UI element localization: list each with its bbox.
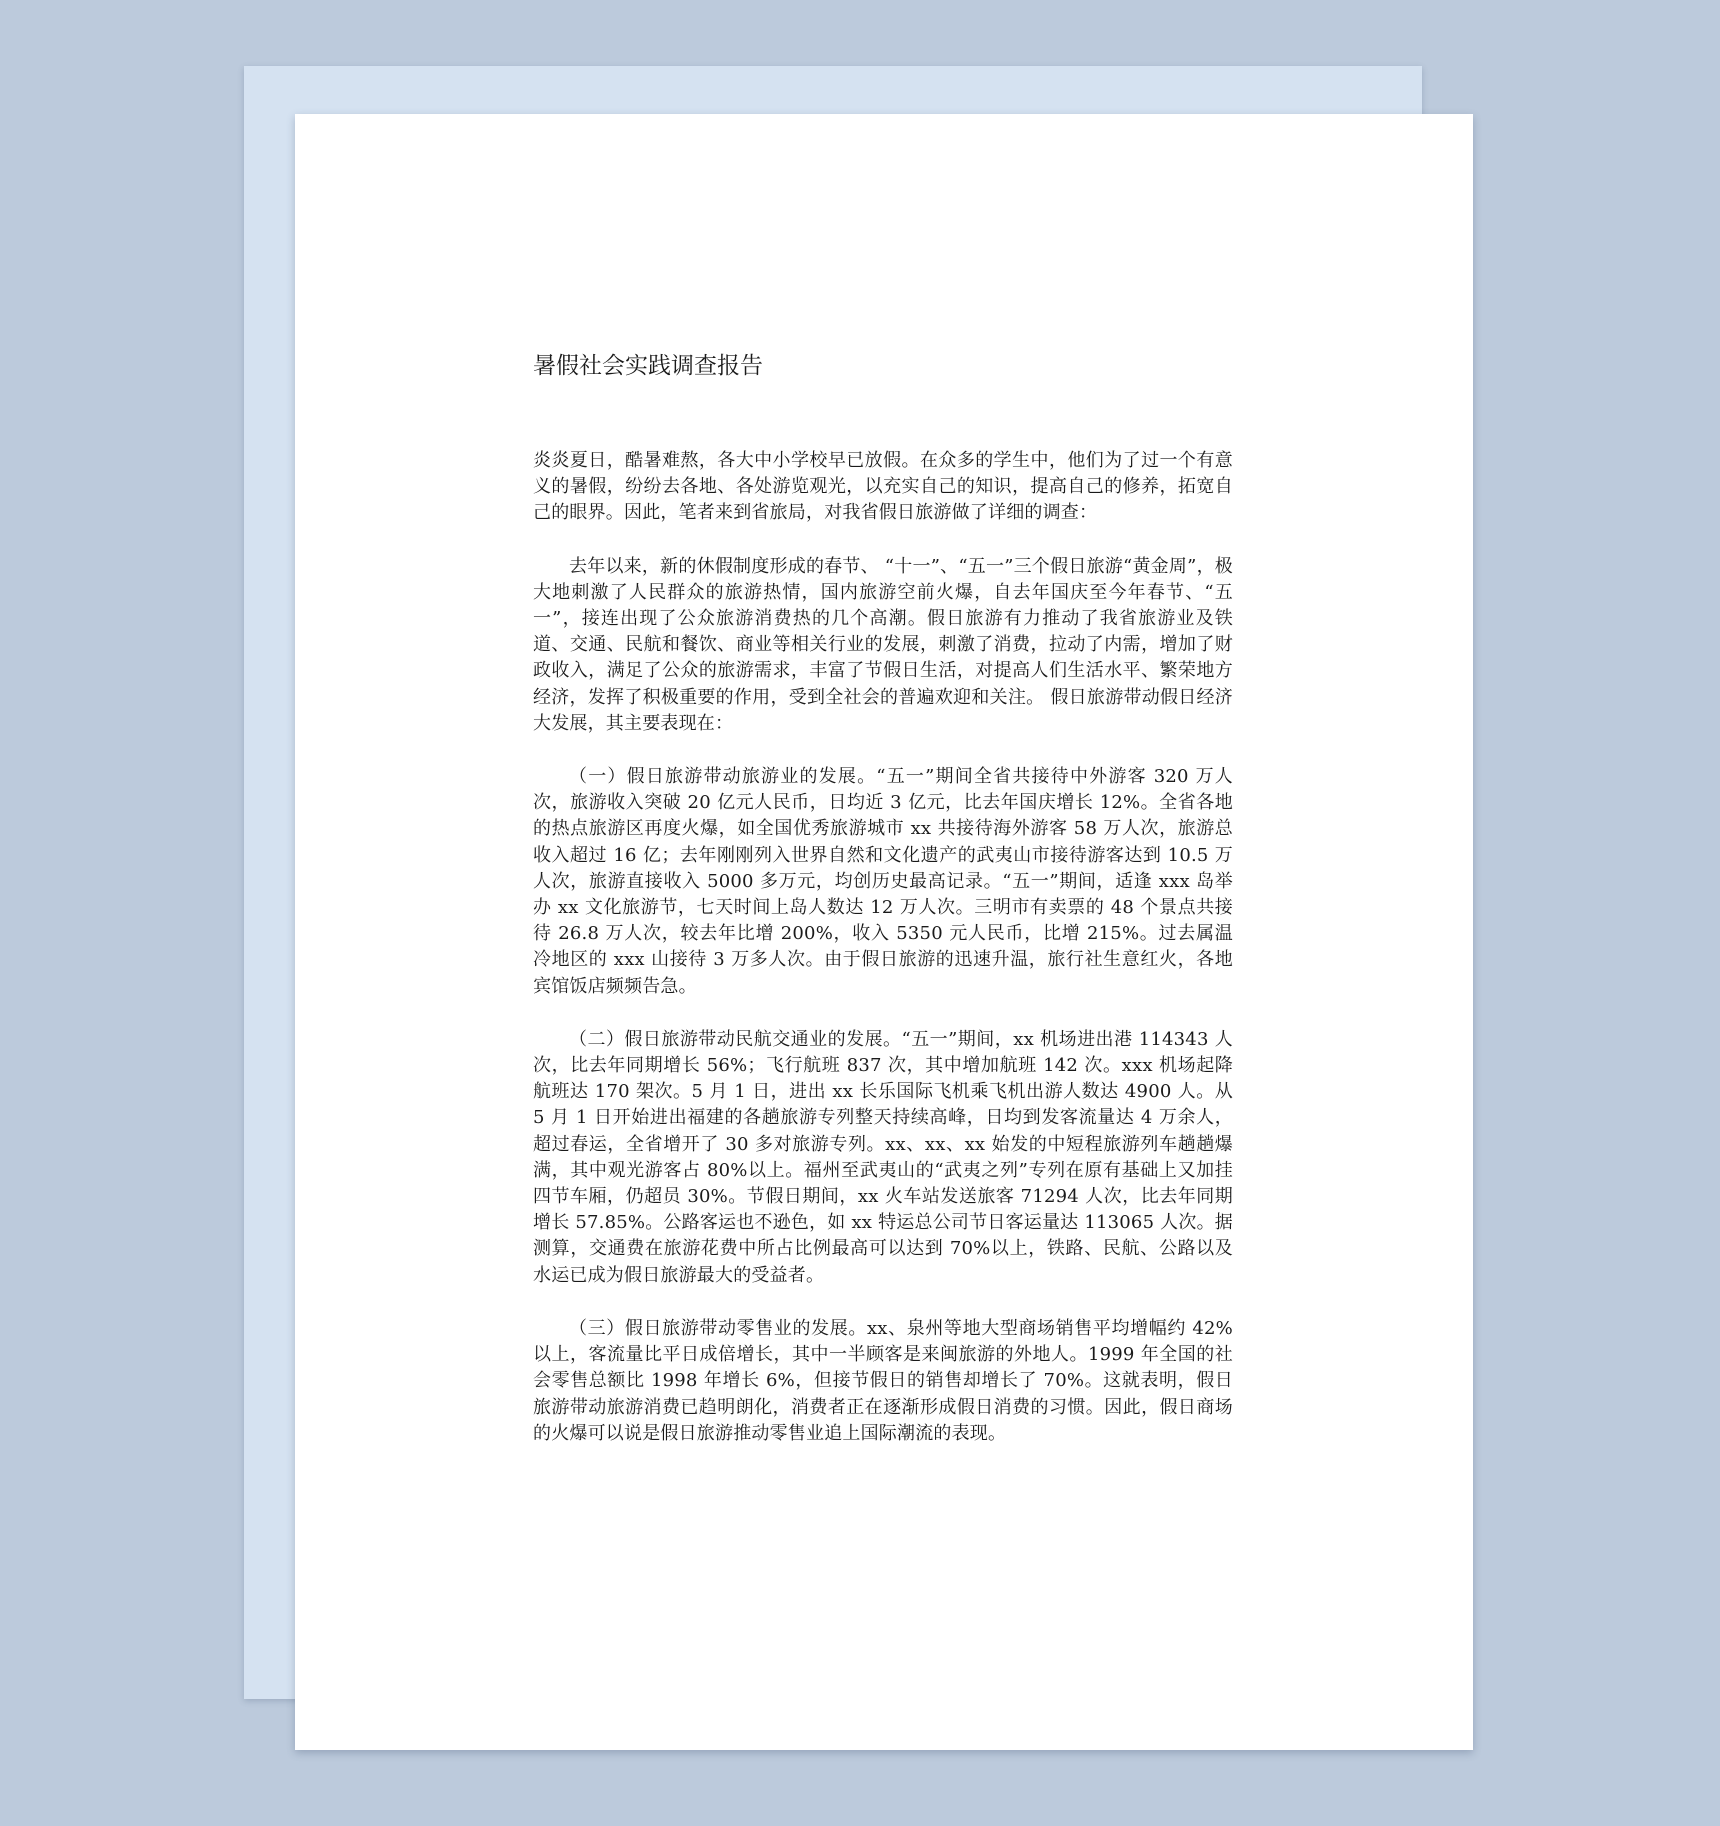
paragraph-transport: （二）假日旅游带动民航交通业的发展。“五一”期间，xx 机场进出港 114343 人次，比去年同期增长 56%；飞行航班 837 次，其中增加航班 142 次。xxx 机场起降航班达 170 架次。5 月 1 日，进出 xx 长乐国际飞机乘飞机出游人数达 4900 人。从 5 月 1 日开始进出福建的各趟旅游专列整天持续高峰，日均到发客流量达 4 万余人，超过春运，全省增开了 30 多对旅游专列。xx、xx、xx 始发的中短程旅游列车趟趟爆满，其中观光游客占 80%以上。福州至武夷山的“武夷之列”专列在原有基础上又加挂四节车厢，仍超员 30%。节假日期间，xx 火车站发送旅客 71294 人次，比去年同期增长 57.85%。公路客运也不逊色，如 xx 特运总公司节日客运量达 113065 人次。据测算，交通费在旅游花费中所占比例最高可以达到 70%以上，铁路、民航、公路以及水运已成为假日旅游最大的受益者。: [533, 1028, 1233, 1286]
paragraph-retail: （三）假日旅游带动零售业的发展。xx、泉州等地大型商场销售平均增幅约 42%以上，客流量比平日成倍增长，其中一半顾客是来闽旅游的外地人。1999 年全国的社会零售总额比 1998 年增长 6%，但接节假日的销售却增长了 70%。这就表明，假日旅游带动旅游消费已趋明朗化，消费者正在逐渐形成假日消费的习惯。因此，假日商场的火爆可以说是假日旅游推动零售业追上国际潮流的表现。: [533, 1317, 1233, 1444]
document-page: [295, 114, 1473, 1750]
paragraph-intro: 炎炎夏日，酷暑难熬，各大中小学校早已放假。在众多的学生中，他们为了过一个有意义的暑假，纷纷去各地、各处游览观光，以充实自己的知识，提高自己的修养，拓宽自己的眼界。因此，笔者来到省旅局，对我省假日旅游做了详细的调查：: [533, 450, 1233, 524]
document-body: [533, 352, 1233, 1474]
document-title: 暑假社会实践调查报告: [533, 353, 763, 379]
paragraph-overview: 去年以来，新的休假制度形成的春节、 “十一”、“五一”三个假日旅游“黄金周”，极大地刺激了人民群众的旅游热情，国内旅游空前火爆，自去年国庆至今年春节、“五一”，接连出现了公众旅游消费热的几个高潮。假日旅游有力推动了我省旅游业及铁道、交通、民航和餐饮、商业等相关行业的发展，刺激了消费，拉动了内需，增加了财政收入，满足了公众的旅游需求，丰富了节假日生活，对提高人们生活水平、繁荣地方经济，发挥了积极重要的作用，受到全社会的普遍欢迎和关注。 假日旅游带动假日经济大发展，其主要表现在：: [533, 555, 1233, 734]
paragraph-tourism: （一）假日旅游带动旅游业的发展。“五一”期间全省共接待中外游客 320 万人次，旅游收入突破 20 亿元人民币，日均近 3 亿元，比去年国庆增长 12%。全省各地的热点旅游区再度火爆，如全国优秀旅游城市 xx 共接待海外游客 58 万人次，旅游总收入超过 16 亿；去年刚刚列入世界自然和文化遗产的武夷山市接待游客达到 10.5 万人次，旅游直接收入 5000 多万元，均创历史最高记录。“五一”期间，适逢 xxx 岛举办 xx 文化旅游节，七天时间上岛人数达 12 万人次。三明市有卖票的 48 个景点共接待 26.8 万人次，较去年比增 200%，收入 5350 元人民币，比增 215%。过去属温冷地区的 xxx 山接待 3 万多人次。由于假日旅游的迅速升温，旅行社生意红火，各地宾馆饭店频频告急。: [533, 766, 1233, 997]
